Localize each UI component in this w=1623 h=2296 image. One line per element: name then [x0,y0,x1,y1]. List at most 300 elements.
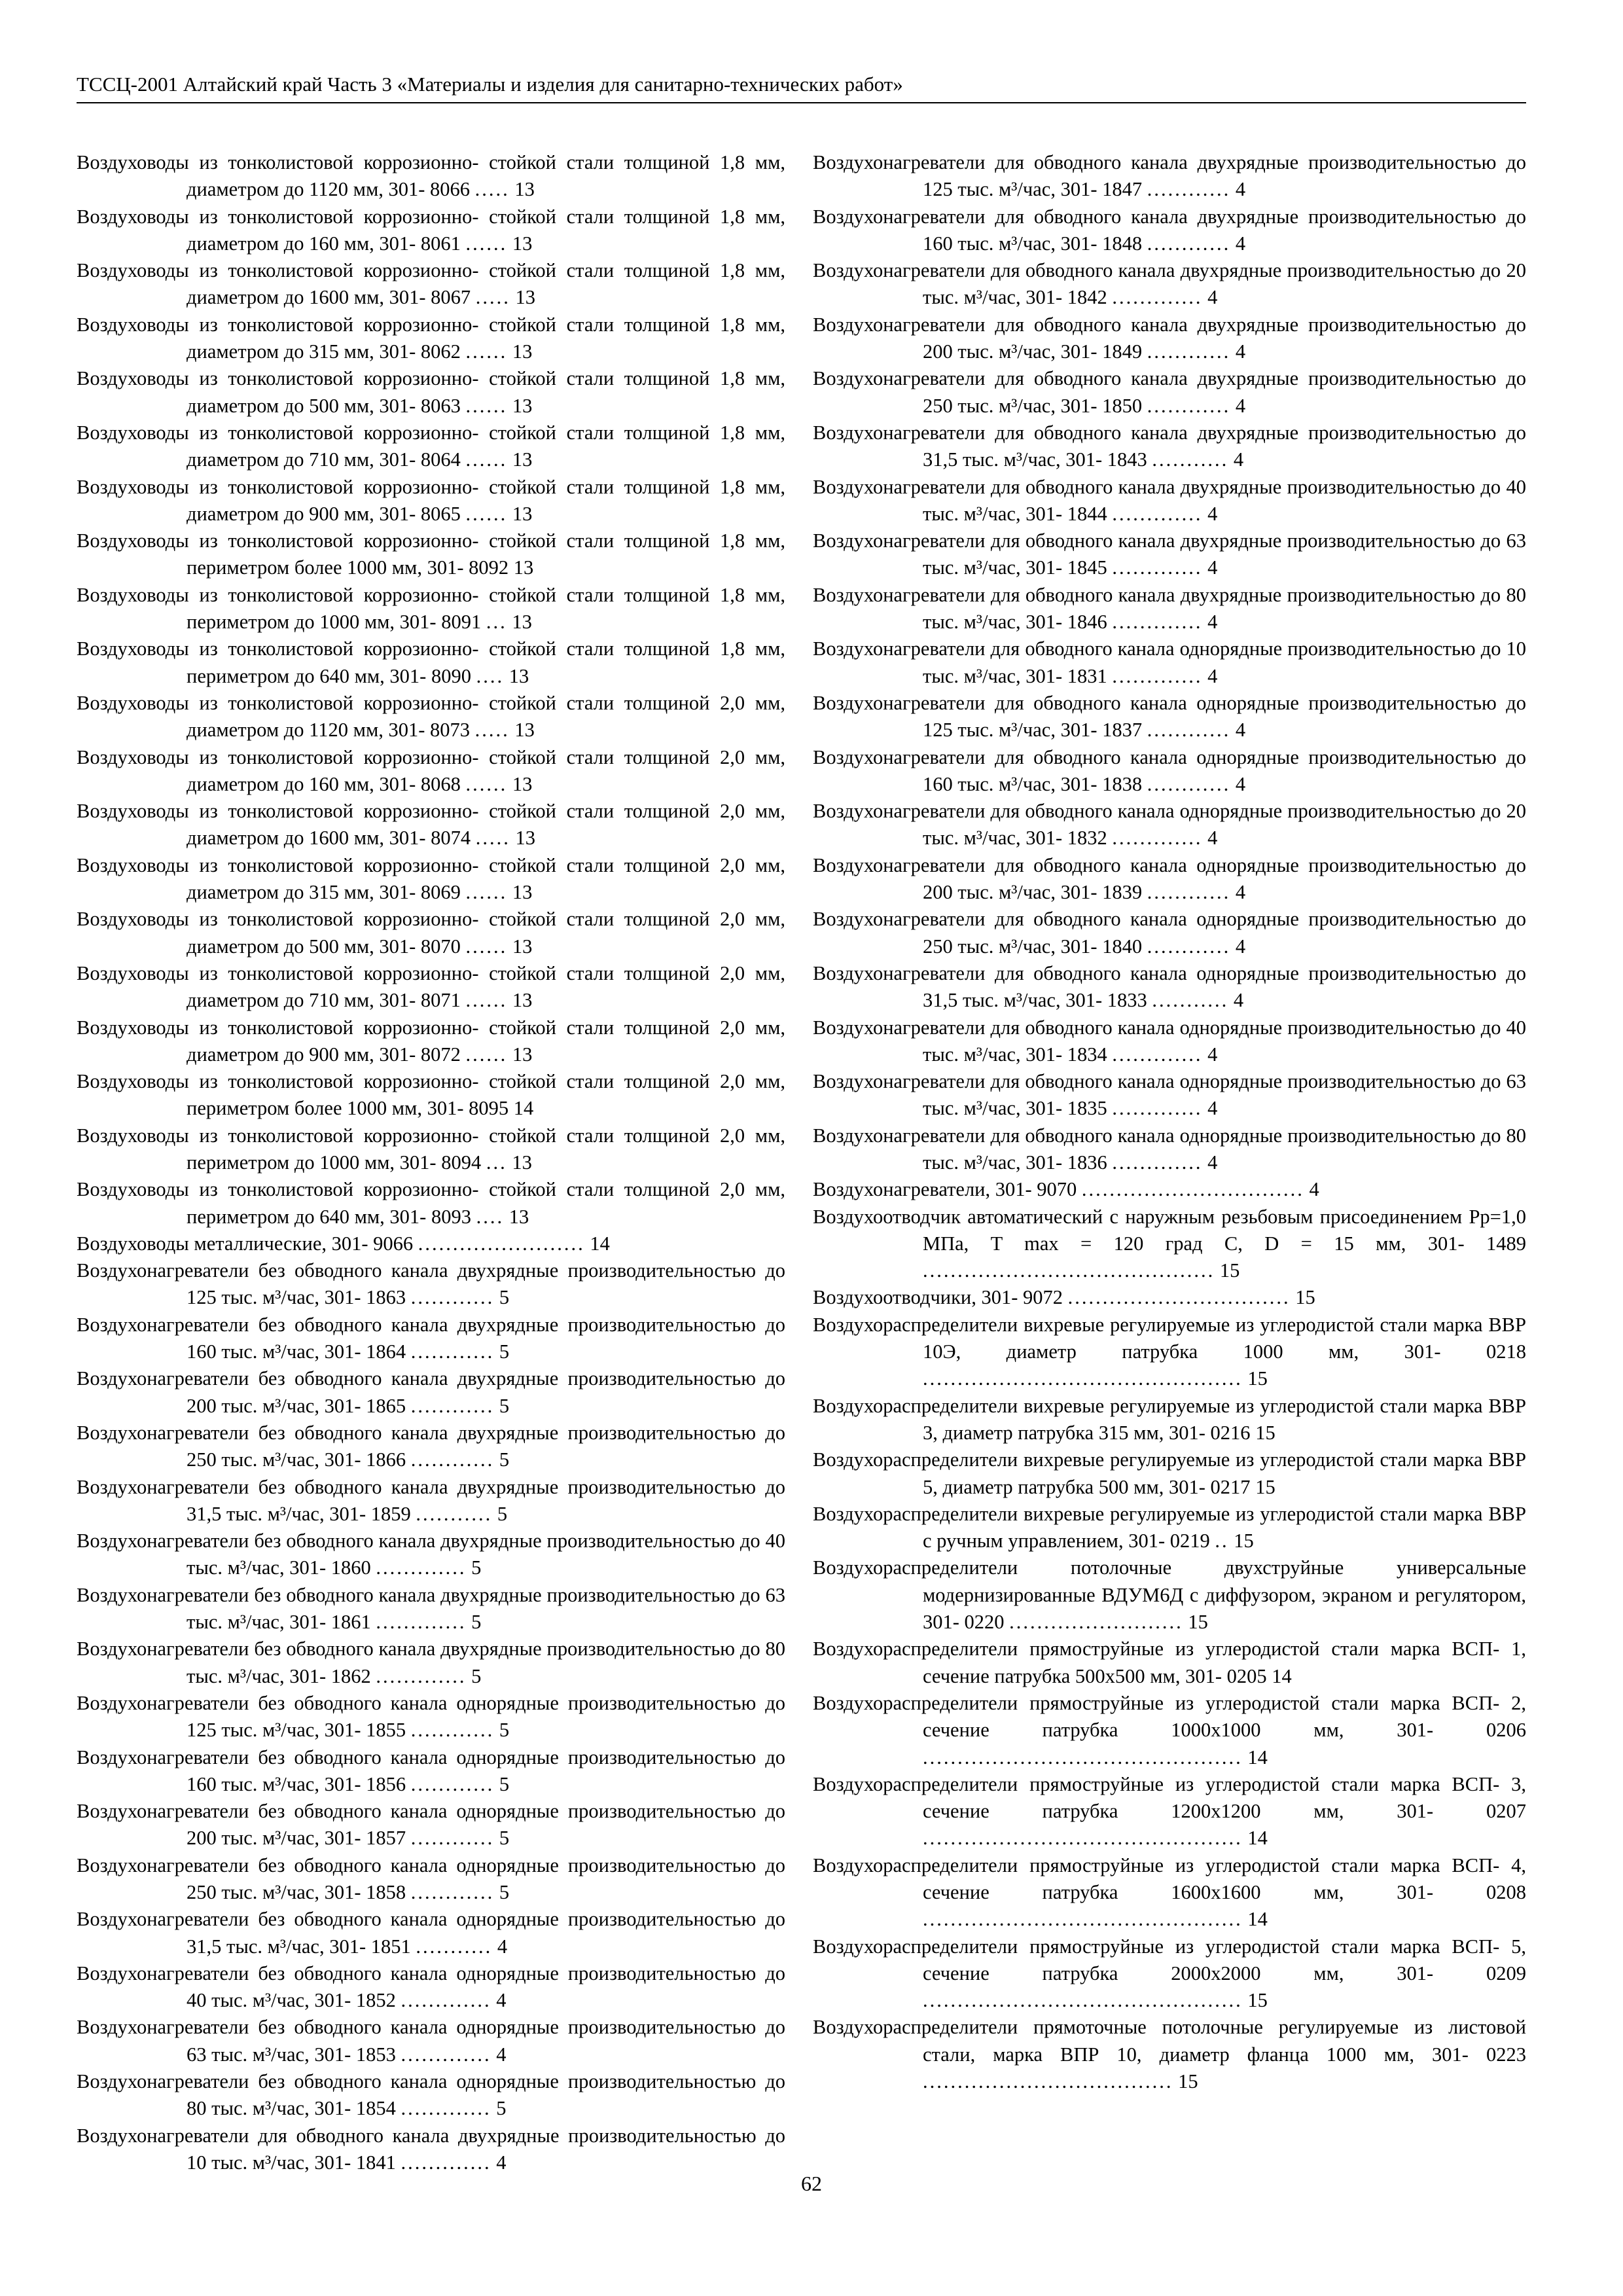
entry-page-number: 4 [1235,881,1246,904]
entry-page-ref [376,1665,481,1687]
entry-text: Воздухонагреватели для обводного канала однорядные производительностью до 80 тыс. м³/час, 301- 1836 [813,1124,1526,1174]
dot-leader: ............. [376,1611,467,1634]
entry-page-number: 14 [513,1097,534,1120]
dot-leader: ............ [410,1448,495,1471]
entry-page-ref [416,1935,507,1958]
entry-page-number: 5 [497,1502,508,1525]
entry-page-ref [514,556,534,579]
entry-page-number: 4 [1235,935,1246,958]
index-entry [77,1014,785,1069]
entry-page-ref [1112,1151,1217,1174]
entry-text: Воздуховоды из тонколистовой коррозионно- стойкой стали толщиной 2,0 мм, периметром более 1000 мм, 301- 8095 [77,1070,785,1120]
entry-text: Воздухонагреватели для обводного канала двухрядные производительностью до 10 тыс. м³/час, 301- 1841 [77,2124,785,2174]
entry-page-ref [411,1827,509,1849]
entry-page-ref [1147,773,1245,795]
entry-text: Воздухонагреватели без обводного канала однорядные производительностью до 40 тыс. м³/час, 301- 1852 [77,1962,785,2012]
index-entry [77,636,785,690]
entry-text: Воздухонагреватели для обводного канала двухрядные производительностью до 63 тыс. м³/час, 301- 1845 [813,529,1526,579]
entry-text: Воздухонагреватели без обводного канала однорядные производительностью до 160 тыс. м³/час, 301- 1856 [77,1746,785,1795]
index-entry [77,798,785,852]
dot-leader: ............ [1147,772,1231,795]
entry-page-ref [418,1232,610,1255]
entry-page-number: 5 [471,1556,482,1579]
entry-text: Воздуховоды из тонколистовой коррозионно- стойкой стали толщиной 2,0 мм, диаметром до 1600 мм, 301- 8074 [77,800,785,850]
dot-leader: ............. [401,2043,491,2066]
entry-text: Воздуховоды из тонколистовой коррозионно- стойкой стали толщиной 1,8 мм, диаметром до 315 мм, 301- 8062 [77,313,785,363]
index-entry [813,1771,1526,1852]
entry-page-number: 5 [499,1340,510,1363]
entry-text: Воздухонагреватели для обводного канала однорядные производительностью до 125 тыс. м³/час, 301- 1837 [813,691,1526,742]
index-entry [813,312,1526,366]
dot-leader: ............. [401,1989,491,2012]
entry-page-ref [466,989,533,1011]
dot-leader: ............. [376,1664,467,1687]
entry-text: Воздухонагреватели без обводного канала однорядные производительностью до 31,5 тыс. м³/час, 301- 1851 [77,1908,785,1958]
entry-text: Воздуховоды из тонколистовой коррозионно- стойкой стали толщиной 1,8 мм, периметром более 1000 мм, 301- 8092 [77,529,785,579]
entry-page-ref [475,178,535,200]
entry-page-ref [486,1151,532,1174]
index-entry [77,1420,785,1474]
entry-page-ref [923,1827,1268,1849]
entry-page-ref [411,1773,509,1795]
entry-page-number: 15 [1188,1611,1208,1634]
entry-page-number: 13 [512,394,533,417]
dot-leader: ... [486,1151,507,1174]
entry-text: Воздухонагреватели без обводного канала двухрядные производительностью до 200 тыс. м³/час, 301- 1865 [77,1367,785,1417]
entry-text: Воздухонагреватели для обводного канала однорядные производительностью до 250 тыс. м³/час, 301- 1840 [813,908,1526,958]
entry-page-number: 4 [1207,1043,1218,1066]
entry-page-ref [466,232,533,255]
entry-page-number: 13 [512,448,533,471]
entry-page-number: 4 [1235,232,1246,255]
dot-leader: ...... [465,989,508,1012]
entry-page-ref [466,881,533,903]
entry-page-number: 13 [508,1205,529,1228]
dot-leader: ................................ [1067,1286,1291,1309]
entry-text: Воздухораспределители потолочные двухструйные универсальные модернизированные ВДУМ6Д с диффузором, экраном и регулятором, 301- 0220 [813,1556,1526,1634]
entry-page-number: 4 [1207,502,1218,525]
index-entry [77,1852,785,1907]
entry-page-number: 4 [496,1989,507,2012]
entry-text: Воздухонагреватели для обводного канала двухрядные производительностью до 160 тыс. м³/час, 301- 1848 [813,205,1526,255]
entry-page-ref [923,1746,1268,1768]
entry-page-number: 14 [1247,1827,1268,1850]
entry-text: Воздухонагреватели для обводного канала двухрядные производительностью до 31,5 тыс. м³/час, 301- 1843 [813,421,1526,471]
entry-text: Воздухонагреватели, 301- 9070 [813,1178,1077,1201]
entry-page-ref [411,1395,509,1417]
entry-page-number: 4 [1207,611,1218,634]
entry-page-ref [923,1367,1268,1390]
dot-leader: ............. [1112,502,1203,525]
entry-page-ref [1147,232,1245,255]
entry-page-ref [401,1989,506,2011]
entry-page-number: 5 [496,2097,507,2120]
entry-text: Воздухонагреватели без обводного канала однорядные производительностью до 125 тыс. м³/час, 301- 1855 [77,1691,785,1742]
dot-leader: ...... [465,502,508,525]
entry-page-ref [1009,1611,1208,1633]
entry-page-ref [411,1881,509,1903]
index-entry [77,1257,785,1312]
dot-leader: ..... [474,719,510,742]
entry-text: Воздухонагреватели без обводного канала двухрядные производительностью до 63 тыс. м³/час, 301- 1861 [77,1583,785,1634]
entry-page-ref [1082,1178,1319,1200]
entry-page-ref [466,503,533,525]
dot-leader: ...... [465,881,508,904]
entry-page-ref [1147,719,1245,741]
dot-leader: ............. [1112,664,1203,687]
dot-leader: ...... [465,772,508,795]
entry-page-ref [1112,286,1217,308]
entry-page-ref [1255,1422,1275,1444]
index-entry [77,2014,785,2068]
entry-page-number: 5 [499,1394,510,1417]
index-entry [813,2014,1526,2095]
entry-text: Воздухораспределители прямоструйные из углеродистой стали марка ВСП- 2, сечение патрубка 1000х1000 мм, 301- 0206 [813,1691,1526,1742]
entry-text: Воздухонагреватели без обводного канала двухрядные производительностью до 40 тыс. м³/час, 301- 1860 [77,1530,785,1579]
entry-page-ref [1112,827,1217,849]
entry-page-number: 13 [512,989,533,1012]
entry-text: Воздуховоды из тонколистовой коррозионно- стойкой стали толщиной 1,8 мм, периметром до 640 мм, 301- 8090 [77,637,785,687]
entry-page-number: 5 [499,1448,510,1471]
dot-leader: ............ [1147,881,1231,904]
entry-page-ref [411,1340,509,1363]
dot-leader: .................................... [923,2070,1173,2093]
entry-page-number: 13 [512,1151,532,1174]
entry-text: Воздухонагреватели для обводного канала однорядные производительностью до 200 тыс. м³/час, 301- 1839 [813,853,1526,904]
entry-text: Воздухораспределители прямоточные потолочные регулируемые из листовой стали, марка ВПР 10, диаметр фланца 1000 мм, 301- 0223 [813,2016,1526,2066]
entry-page-number: 13 [514,719,535,742]
page-number: 62 [801,2172,822,2195]
entry-text: Воздухонагреватели без обводного канала однорядные производительностью до 63 тыс. м³/час, 301- 1853 [77,2016,785,2066]
index-entry [813,1501,1526,1555]
entry-page-ref [476,665,529,687]
entry-page-ref [376,1556,481,1579]
entry-page-number: 5 [499,1827,510,1850]
entry-page-ref [401,2151,506,2174]
entry-page-ref [466,935,533,958]
index-entry [813,1014,1526,1069]
entry-text: Воздухонагреватели без обводного канала однорядные производительностью до 250 тыс. м³/час, 301- 1858 [77,1854,785,1903]
entry-page-number: 4 [1235,394,1246,417]
index-entry [813,1393,1526,1447]
entry-page-number: 15 [1255,1421,1275,1444]
entry-page-ref [1147,881,1245,903]
entry-page-number: 13 [512,611,532,634]
entry-page-ref [1112,503,1217,525]
dot-leader: ........... [416,1502,493,1525]
dot-leader: ............ [1147,178,1231,201]
index-entry [77,960,785,1014]
dot-leader: ............ [410,1286,495,1309]
entry-page-ref [476,827,535,849]
entry-page-number: 13 [512,881,533,904]
dot-leader: ............. [1112,611,1203,634]
index-entry [77,690,785,744]
entry-page-number: 5 [471,1611,482,1634]
entry-text: Воздуховоды из тонколистовой коррозионно- стойкой стали толщиной 2,0 мм, периметром до 640 мм, 301- 8093 [77,1178,785,1228]
entry-page-ref [466,1043,533,1066]
index-entry [77,1230,785,1257]
entry-text: Воздуховоды из тонколистовой коррозионно- стойкой стали толщиной 2,0 мм, диаметром до 500 мм, 301- 8070 [77,908,785,958]
dot-leader: ...... [465,340,508,363]
entry-text: Воздухонагреватели без обводного канала двухрядные производительностью до 250 тыс. м³/час, 301- 1866 [77,1421,785,1471]
entry-page-ref [1147,340,1245,363]
entry-text: Воздуховоды из тонколистовой коррозионно- стойкой стали толщиной 2,0 мм, диаметром до 1120 мм, 301- 8073 [77,691,785,742]
index-entry [813,365,1526,420]
entry-text: Воздухонагреватели для обводного канала двухрядные производительностью до 40 тыс. м³/час, 301- 1844 [813,475,1526,525]
entry-page-number: 15 [1247,1989,1268,2012]
entry-page-number: 5 [499,1719,510,1742]
index-entry [77,1960,785,2015]
entry-page-number: 15 [1178,2070,1198,2093]
entry-text: Воздухонагреватели для обводного канала однорядные производительностью до 63 тыс. м³/час, 301- 1835 [813,1070,1526,1120]
index-entry [813,1446,1526,1501]
dot-leader: ......................... [1009,1611,1183,1634]
dot-leader: .... [476,664,505,687]
entry-text: Воздухонагреватели без обводного канала двухрядные производительностью до 125 тыс. м³/час, 301- 1863 [77,1259,785,1309]
entry-page-number: 5 [499,1772,510,1795]
entry-page-number: 4 [1233,989,1244,1012]
entry-text: Воздуховоды из тонколистовой коррозионно- стойкой стали толщиной 2,0 мм, диаметром до 900 мм, 301- 8072 [77,1016,785,1066]
entry-page-number: 13 [515,286,536,309]
entry-page-ref [1255,1476,1275,1498]
entry-page-ref [1112,1097,1217,1119]
dot-leader: ............ [410,1394,495,1417]
index-entry [77,582,785,636]
entry-page-number: 4 [1207,1097,1218,1120]
running-header: ТССЦ-2001 Алтайский край Часть 3 «Материалы и изделия для санитарно-технических работ» [77,71,1526,103]
entry-page-ref [514,1097,534,1119]
dot-leader: ............. [376,1556,467,1579]
index-column-right [813,149,1526,2095]
entry-text: Воздухонагреватели для обводного канала двухрядные производительностью до 80 тыс. м³/час, 301- 1846 [813,583,1526,634]
entry-page-number: 13 [508,664,529,687]
entry-text: Воздуховоды из тонколистовой коррозионно- стойкой стали толщиной 2,0 мм, диаметром до 160 мм, 301- 8068 [77,745,785,795]
index-entry [77,204,785,258]
index-entry [77,1122,785,1177]
dot-leader: ............ [410,1881,495,1903]
entry-text: Воздухораспределители прямоструйные из углеродистой стали марка ВСП- 1, сечение патрубка 500х500 мм, 301- 0205 [813,1638,1526,1687]
dot-leader: ........... [1152,989,1229,1012]
index-entry [813,149,1526,204]
entry-page-ref [476,286,535,308]
entry-text: Воздуховоды из тонколистовой коррозионно- стойкой стали толщиной 2,0 мм, диаметром до 315 мм, 301- 8069 [77,853,785,904]
entry-page-ref [1112,665,1217,687]
entry-page-number: 4 [497,1935,508,1958]
entry-page-number: 4 [1207,664,1218,687]
entry-page-number: 13 [515,827,536,850]
entry-page-number: 4 [1235,772,1246,795]
entry-page-ref [1152,448,1243,471]
index-entry [813,1176,1526,1203]
entry-text: Воздуховоды из тонколистовой коррозионно- стойкой стали толщиной 1,8 мм, диаметром до 710 мм, 301- 8064 [77,421,785,471]
dot-leader: ............. [1112,1043,1203,1066]
entry-text: Воздухораспределители вихревые регулируемые из углеродистой стали марка ВВР с ручным управлением, 301- 0219 [813,1502,1526,1552]
entry-text: Воздухонагреватели для обводного канала двухрядные производительностью до 250 тыс. м³/час, 301- 1850 [813,367,1526,417]
dot-leader: ............ [1147,719,1231,742]
entry-text: Воздухонагреватели без обводного канала однорядные производительностью до 200 тыс. м³/час, 301- 1857 [77,1800,785,1850]
entry-text: Воздухонагреватели для обводного канала однорядные производительностью до 31,5 тыс. м³/час, 301- 1833 [813,961,1526,1012]
entry-page-ref [1112,556,1217,579]
dot-leader: ...... [465,394,508,417]
entry-page-number: 4 [1207,286,1218,309]
entry-text: Воздуховоды металлические, 301- 9066 [77,1232,414,1255]
dot-leader: ...... [465,1043,508,1066]
entry-page-ref [1068,1286,1315,1308]
entry-page-ref [1272,1665,1292,1687]
index-entry [813,1284,1526,1311]
entry-page-ref [1112,611,1217,633]
entry-text: Воздухоотводчик автоматический с наружным резьбовым присоединением Рр=1,0 МПа, T max = 120 град С, D = 15 мм, 301- 1489 [813,1205,1526,1255]
index-entry [813,1204,1526,1285]
entry-text: Воздухораспределители вихревые регулируемые из углеродистой стали марка ВВР 10Э, диаметр патрубка 1000 мм, 301- 0218 [813,1313,1526,1363]
entry-text: Воздуховоды из тонколистовой коррозионно- стойкой стали толщиной 1,8 мм, диаметром до 900 мм, 301- 8065 [77,475,785,525]
dot-leader: ............ [410,1827,495,1850]
entry-page-number: 13 [512,1043,533,1066]
index-entry [813,1636,1526,1690]
index-entry [77,1176,785,1230]
entry-page-number: 4 [1309,1178,1319,1201]
entry-page-ref [376,1611,481,1633]
index-entry [77,744,785,798]
index-entry [77,257,785,312]
entry-page-ref [466,448,533,471]
dot-leader: ...... [465,935,508,958]
index-entry [77,1312,785,1366]
dot-leader: ............ [410,1719,495,1742]
entry-text: Воздуховоды из тонколистовой коррозионно- стойкой стали толщиной 2,0 мм, периметром до 1000 мм, 301- 8094 [77,1124,785,1174]
index-entry [813,798,1526,852]
dot-leader: ............. [401,2097,491,2120]
dot-leader: .............................................. [923,1908,1243,1931]
dot-leader: ............ [1147,340,1231,363]
entry-page-ref [923,1989,1268,2011]
index-column-left [77,149,785,2176]
index-entry [77,1906,785,1960]
dot-leader: .......................................... [923,1259,1215,1282]
entry-text: Воздухонагреватели для обводного канала двухрядные производительностью до 200 тыс. м³/час, 301- 1849 [813,313,1526,363]
entry-page-number: 15 [1247,1367,1268,1390]
entry-page-ref [1147,395,1245,417]
dot-leader: .............................................. [923,1746,1243,1768]
dot-leader: .............................................. [923,1827,1243,1850]
entry-page-ref [923,1259,1240,1282]
dot-leader: .............................................. [923,1367,1243,1390]
entry-page-ref [1152,989,1243,1011]
entry-text: Воздуховоды из тонколистовой коррозионно- стойкой стали толщиной 1,8 мм, диаметром до 500 мм, 301- 8063 [77,367,785,417]
index-entry [77,528,785,582]
index-entry [813,744,1526,798]
entry-text: Воздухонагреватели для обводного канала однорядные производительностью до 40 тыс. м³/час, 301- 1834 [813,1016,1526,1066]
entry-page-number: 15 [1255,1475,1275,1498]
entry-page-ref [486,611,532,633]
dot-leader: ............. [1112,1097,1203,1120]
index-entry [813,1933,1526,2015]
index-entry [77,1798,785,1852]
entry-text: Воздухонагреватели для обводного канала однорядные производительностью до 20 тыс. м³/час, 301- 1832 [813,800,1526,850]
entry-page-ref [475,719,535,741]
dot-leader: ............. [1112,286,1203,309]
entry-page-ref [1147,935,1245,958]
index-entry [77,906,785,960]
entry-page-ref [923,1908,1268,1930]
entry-page-ref [1112,1043,1217,1066]
entry-page-ref [1147,178,1245,200]
dot-leader: ...... [465,232,508,255]
dot-leader: ..... [474,178,510,201]
entry-page-number: 4 [1235,178,1246,201]
dot-leader: ... [486,611,507,634]
index-entry [813,906,1526,960]
dot-leader: ...... [465,448,508,471]
entry-text: Воздуховоды из тонколистовой коррозионно- стойкой стали толщиной 1,8 мм, периметром до 1000 мм, 301- 8091 [77,583,785,634]
dot-leader: ............. [1112,827,1203,850]
index-entry [77,1068,785,1122]
index-entry [813,1068,1526,1122]
index-entry [77,1744,785,1799]
dot-leader: ................................ [1081,1178,1304,1201]
entry-page-number: 4 [1207,1151,1218,1174]
entry-page-ref [466,395,533,417]
dot-leader: ........................ [418,1232,585,1255]
entry-page-number: 5 [499,1881,510,1903]
entry-page-ref [466,773,533,795]
entry-text: Воздухонагреватели без обводного канала однорядные производительностью до 80 тыс. м³/час, 301- 1854 [77,2070,785,2120]
index-entry [77,1528,785,1582]
index-entry [77,1474,785,1528]
entry-page-number: 15 [1234,1530,1254,1552]
entry-page-number: 14 [590,1232,610,1255]
entry-text: Воздухонагреватели для обводного канала однорядные производительностью до 160 тыс. м³/час, 301- 1838 [813,745,1526,795]
entry-page-number: 4 [496,2151,507,2174]
entry-page-number: 4 [1235,719,1246,742]
entry-page-number: 13 [512,340,533,363]
entry-text: Воздухонагреватели для обводного канала однорядные производительностью до 10 тыс. м³/час, 301- 1831 [813,637,1526,687]
entry-page-number: 14 [1247,1908,1268,1931]
index-entry [813,257,1526,312]
dot-leader: ..... [475,286,510,309]
dot-leader: ..... [475,827,510,850]
index-entry [77,1690,785,1744]
dot-leader: ............ [410,1772,495,1795]
entry-page-number: 13 [512,502,533,525]
index-entry [813,474,1526,528]
entry-text: Воздухонагреватели без обводного канала двухрядные производительностью до 160 тыс. м³/час, 301- 1864 [77,1313,785,1363]
dot-leader: ........... [1152,448,1229,471]
entry-page-ref [416,1503,507,1525]
index-entry [77,474,785,528]
entry-page-number: 14 [1247,1746,1268,1768]
entry-text: Воздухораспределители вихревые регулируемые из углеродистой стали марка ВВР 3, диаметр патрубка 315 мм, 301- 0216 [813,1394,1526,1444]
index-entry [813,960,1526,1014]
entry-page-number: 15 [1219,1259,1240,1282]
entry-page-number: 4 [1233,448,1244,471]
entry-page-ref [401,2043,506,2066]
entry-page-ref [466,340,533,363]
index-entry [813,1554,1526,1636]
index-entry [77,1636,785,1690]
entry-page-number: 13 [514,178,535,201]
entry-page-number: 13 [513,556,534,579]
index-entry [813,852,1526,906]
entry-text: Воздухонагреватели без обводного канала двухрядные производительностью до 80 тыс. м³/час, 301- 1862 [77,1638,785,1687]
entry-page-ref [411,1286,509,1308]
entry-text: Воздухораспределители прямоструйные из углеродистой стали марка ВСП- 3, сечение патрубка 1200х1200 мм, 301- 0207 [813,1772,1526,1823]
index-entry [77,420,785,474]
dot-leader: .... [476,1205,505,1228]
dot-leader: ............. [401,2151,491,2174]
dot-leader: ............ [1147,232,1231,255]
